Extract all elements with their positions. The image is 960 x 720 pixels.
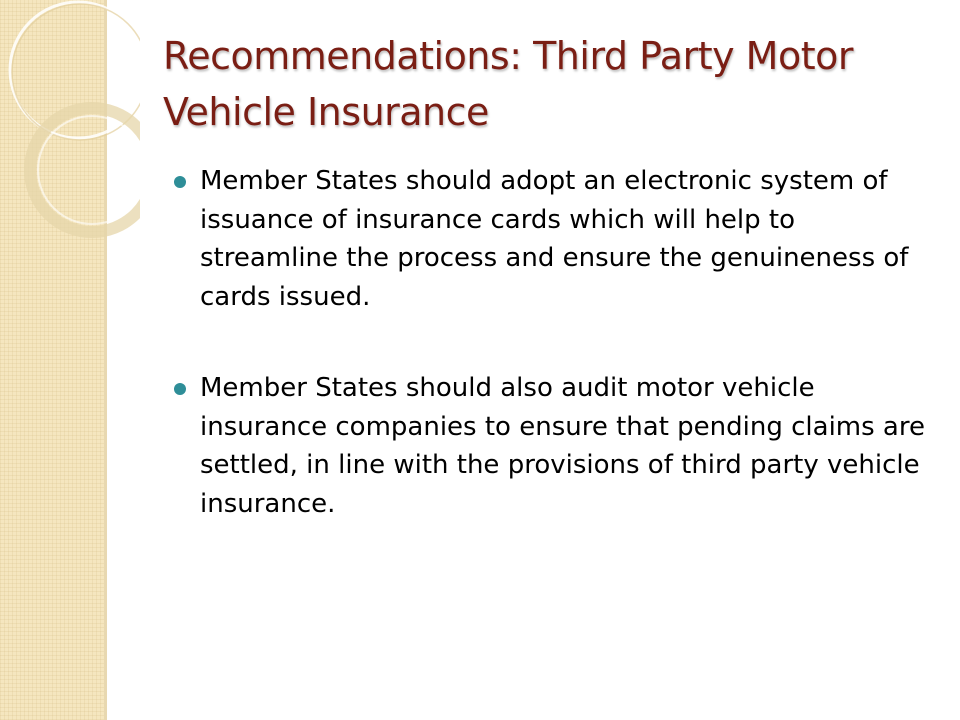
- slide-title: Recommendations: Third Party Motor Vehicle Insurance: [163, 34, 853, 134]
- decorative-circle-small-inner: [38, 116, 140, 224]
- decorative-circles: [0, 0, 140, 260]
- bullet-dot-icon: [174, 176, 186, 188]
- bullet-text: Member States should adopt an electronic system of issuance of insurance cards which will help to streamline the process and ensure the genuineness of cards issued.: [200, 166, 909, 312]
- bullet-text: Member States should also audit motor vehicle insurance companies to ensure that pending claims are settled, in line with the provisions of third party vehicle insurance.: [200, 373, 925, 519]
- bullet-item: [170, 162, 940, 316]
- bullet-item: [170, 369, 940, 523]
- bullet-dot-icon: [174, 383, 186, 395]
- bullet-list: [170, 162, 940, 576]
